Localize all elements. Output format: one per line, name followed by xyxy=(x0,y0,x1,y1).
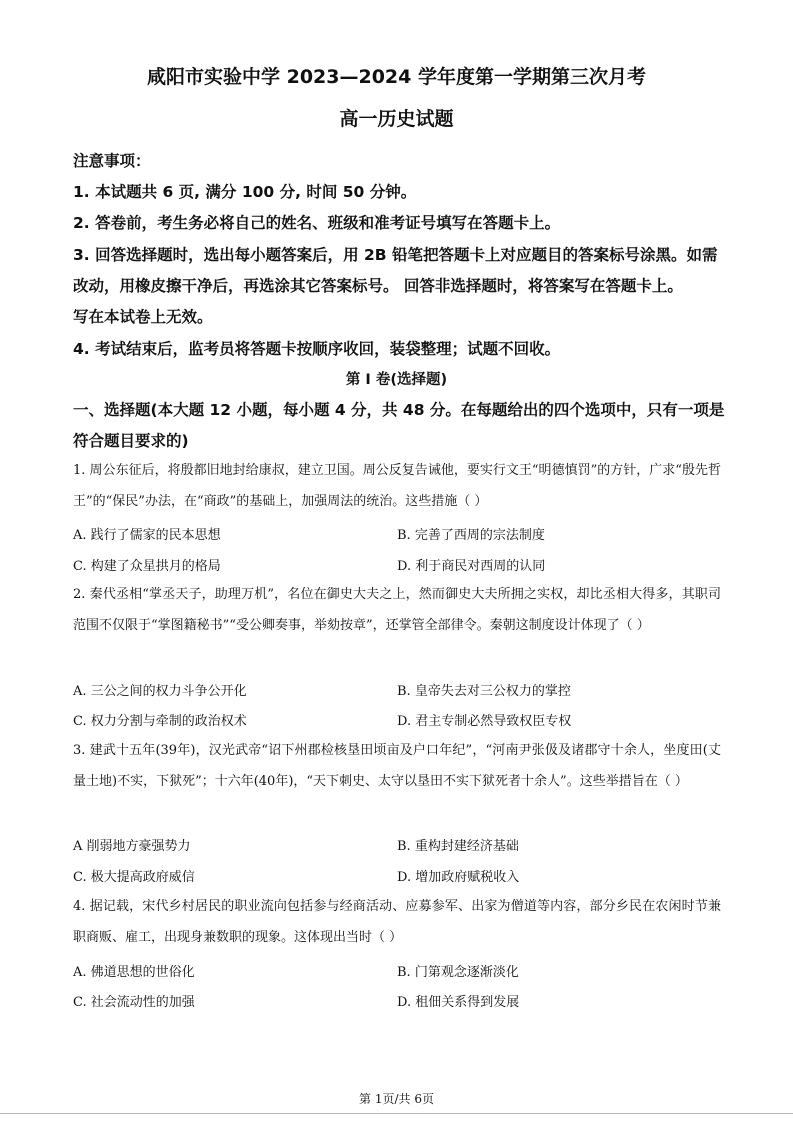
option-b: B. 门第观念逐渐淡化 xyxy=(397,965,519,980)
notice-item: 4. 考试结束后，监考员将答题卡按顺序收回，装袋整理；试题不回收。 xyxy=(73,340,561,358)
option-c: C. 社会流动性的加强 xyxy=(73,995,195,1010)
option-a: A. 践行了儒家的民本思想 xyxy=(73,528,221,543)
question-stem: 1. 周公东征后，将殷都旧地封给康叔，建立卫国。周公反复告诫他，要实行文王“明德慎罚”的方针，广求“殷先哲王”的“保民”办法，在“商政”的基础上，加强周法的统治。这些措施（ ） xyxy=(73,463,721,509)
option-c: C. 极大提高政府威信 xyxy=(73,870,195,885)
option-c: C. 权力分割与牵制的政治权术 xyxy=(73,714,247,729)
notice-item: 改动，用橡皮擦干净后，再选涂其它答案标号。 回答非选择题时，将答案写在答题卡上。 xyxy=(73,277,683,295)
option-a: A. 佛道思想的世俗化 xyxy=(73,965,195,980)
option-d: D. 增加政府赋税收入 xyxy=(397,870,520,885)
question-stem: 2. 秦代丞相“掌丞天子，助理万机”，名位在御史大夫之上，然而御史大夫所拥之实权，却比丞相大得多，其职司范围不仅限于“掌图籍秘书”“受公卿奏事，举劾按章”，还掌管全部律令。秦朝这制度设计体现了（ ） xyxy=(73,587,721,633)
option-a: A. 三公之间的权力斗争公开化 xyxy=(73,684,247,699)
notice-heading: 注意事项： xyxy=(73,152,151,170)
notice-item: 1. 本试题共 6 页, 满分 100 分, 时间 50 分钟。 xyxy=(73,183,417,201)
option-d: D. 租佃关系得到发展 xyxy=(397,995,520,1010)
section-instruction: 符合题目要求的) xyxy=(73,432,189,450)
exam-title: 咸阳市实验中学 2023—2024 学年度第一学期第三次月考 xyxy=(147,66,646,88)
option-a: A 削弱地方豪强势力 xyxy=(73,839,191,854)
notice-item: 2. 答卷前，考生务必将自己的姓名、班级和准考证号填写在答题卡上。 xyxy=(73,214,561,232)
question-stem: 3. 建武十五年(39年)，汉光武帝“诏下州郡检核垦田顷亩及户口年纪”，“河南尹张伋及诸郡守十余人，坐度田(丈量土地)不实，下狱死”；十六年(40年)，“天下刺史、太守以垦田不实下狱死者十余人”。这些举措旨在（ ） xyxy=(73,743,721,789)
option-d: D. 利于商民对西周的认同 xyxy=(397,559,546,574)
volume-label: 第 Ⅰ 卷(选择题) xyxy=(345,372,448,388)
option-b: B. 重构封建经济基础 xyxy=(397,839,519,854)
notice-item: 3. 回答选择题时，选出每小题答案后，用 2B 铅笔把答题卡上对应题目的答案标号涂黑。如需 xyxy=(73,246,718,264)
option-d: D. 君主专制必然导致权臣专权 xyxy=(397,714,572,729)
page-number: 第 1页/共 6页 xyxy=(359,1092,434,1106)
option-b: B. 完善了西周的宗法制度 xyxy=(397,528,545,543)
option-b: B. 皇帝失去对三公权力的掌控 xyxy=(397,684,571,699)
question-stem: 4. 据记载，宋代乡村居民的职业流向包括参与经商活动、应募参军、出家为僧道等内容，部分乡民在农闲时节兼职商贩、雇工，出现身兼数职的现象。这体现出当时（ ） xyxy=(73,899,721,945)
section-instruction: 一、选择题(本大题 12 小题，每小题 4 分，共 48 分。在每题给出的四个选项中，只有一项是 xyxy=(73,401,725,419)
footer-divider xyxy=(0,1113,793,1114)
option-c: C. 构建了众星拱月的格局 xyxy=(73,559,221,574)
notice-item: 写在本试卷上无效。 xyxy=(73,308,213,326)
subject-title: 高一历史试题 xyxy=(339,108,454,130)
